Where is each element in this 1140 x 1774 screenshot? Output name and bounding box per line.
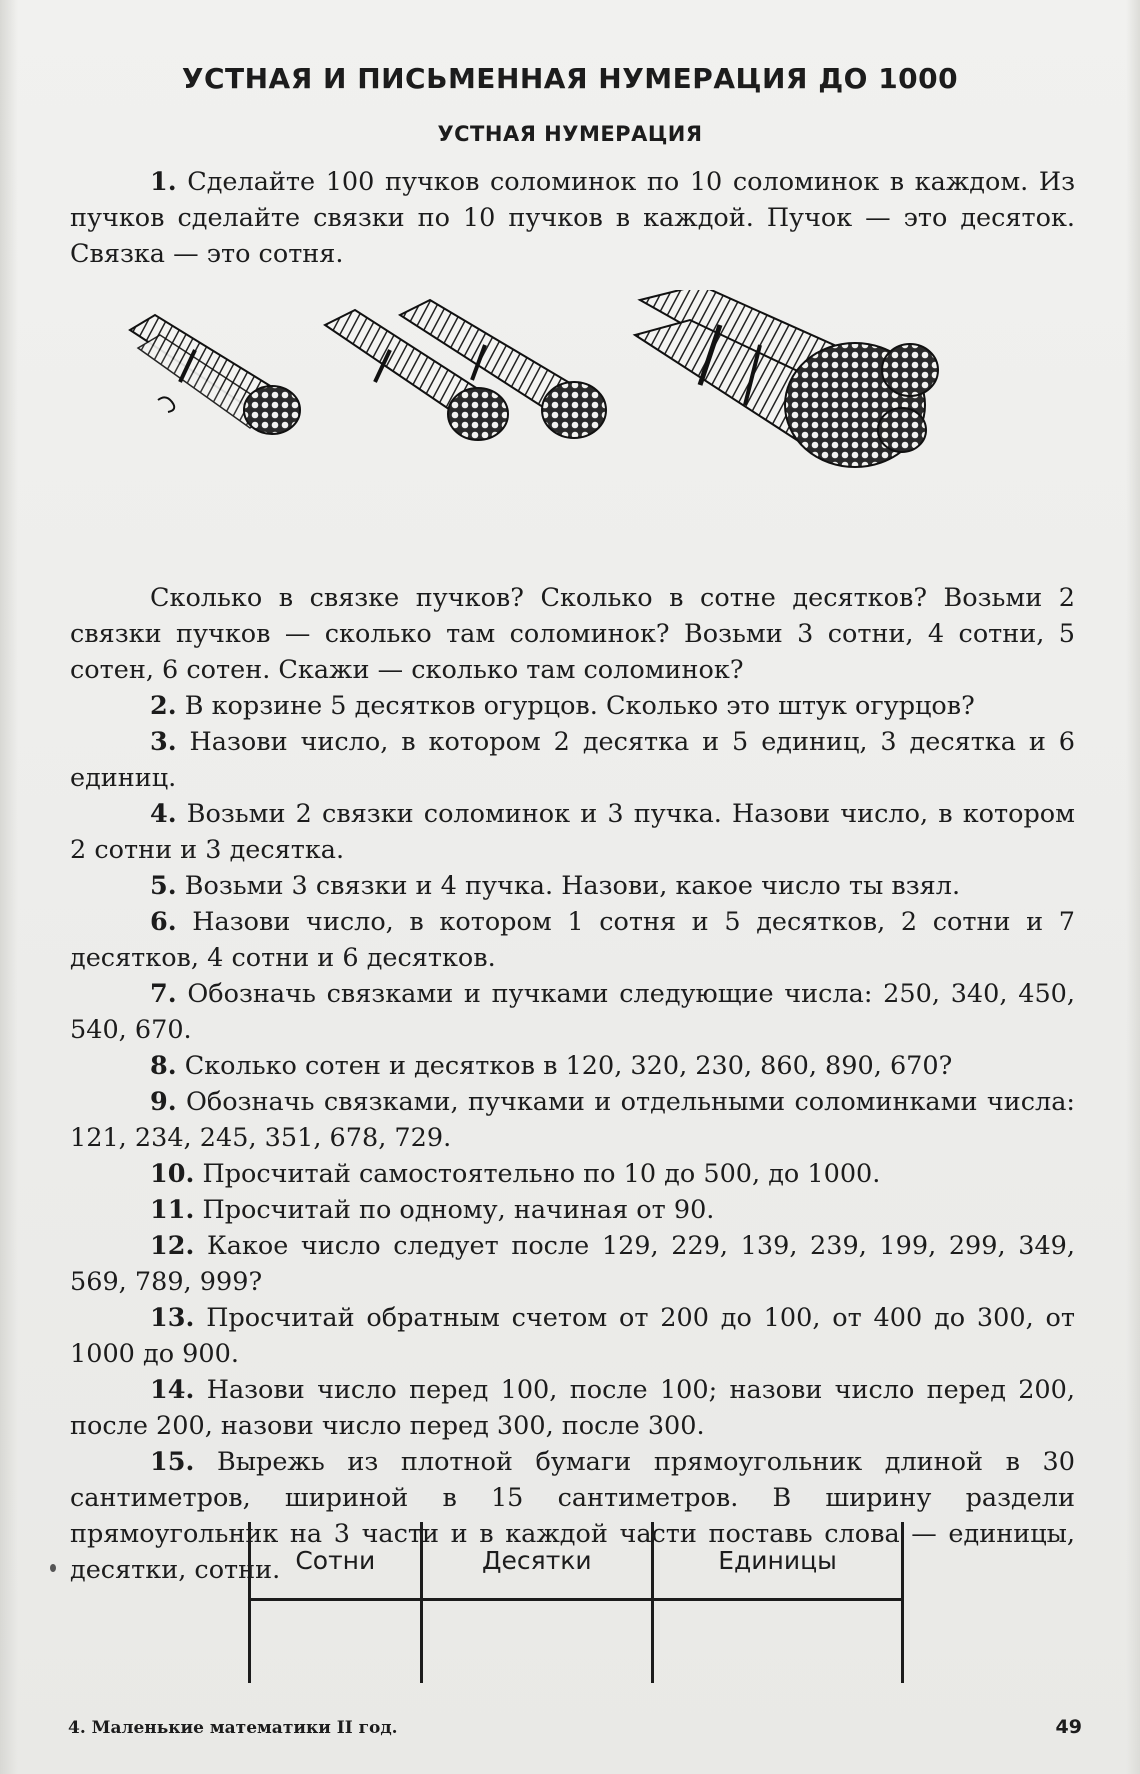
task-number: 9. [150,1087,177,1117]
task-5 [70,868,1075,904]
footer-book-title: 4. Маленькие математики II год. [68,1718,398,1738]
task-1-intro [70,164,1075,272]
page-number: 49 [1055,1716,1082,1738]
task-8 [70,1048,1075,1084]
task-text: Возьми 3 связки и 4 пучка. Назови, какое число ты взял. [184,871,961,901]
task-text: Просчитай по одному, начиная от 90. [202,1195,715,1225]
task-number: 14. [150,1375,195,1405]
task-text: Назови число, в котором 1 сотня и 5 десятков, 2 сотни и 7 десятков, 4 сотни и 6 десятков. [70,907,1075,973]
task-11 [70,1192,1075,1228]
task-text: Просчитай самостоятельно по 10 до 500, до 1000. [202,1159,881,1189]
task-12 [70,1228,1075,1300]
task-number: 10. [150,1159,195,1189]
task-2 [70,688,1075,724]
task-number: 8. [150,1051,177,1081]
table-header-row [250,1522,903,1600]
cell-hundreds [250,1600,422,1684]
task-text: Назови число перед 100, после 100; назови число перед 200, после 200, назови число перед 300, после 300. [70,1375,1075,1441]
page-edge-left [0,0,18,1774]
task-number: 3. [150,727,177,757]
two-bundles-image [325,300,606,440]
table-empty-row [250,1600,903,1684]
page-edge-right [1126,0,1140,1774]
task-14 [70,1372,1075,1444]
straw-bundles-illustration [100,290,1060,540]
task-text: Обозначь связками и пучками следующие числа: 250, 340, 450, 540, 670. [70,979,1075,1045]
task-number: 15. [150,1447,195,1477]
task-text: Какое число следует после 129, 229, 139, 239, 199, 299, 349, 569, 789, 999? [70,1231,1075,1297]
task-number: 12. [150,1231,195,1261]
task-text: Возьми 2 связки соломинок и 3 пучка. Назови число, в котором 2 сотни и 3 десятка. [70,799,1075,865]
cell-units [653,1600,903,1684]
task-text: Сколько сотен и десятков в 120, 320, 230, 860, 890, 670? [184,1051,953,1081]
place-value-table [248,1522,904,1682]
task-13 [70,1300,1075,1372]
task-text: Сделайте 100 пучков соломинок по 10 соломинок в каждом. Из пучков сделайте связки по 10 пучков в каждой. Пучок — это десяток. Связка — это сотня. [70,167,1075,269]
task-text: Просчитай обратным счетом от 200 до 100, от 400 до 300, от 1000 до 900. [70,1303,1075,1369]
task-4 [70,796,1075,868]
task-number: 4. [150,799,177,829]
task-number: 13. [150,1303,195,1333]
section-subtitle: УСТНАЯ НУМЕРАЦИЯ [437,122,703,146]
single-bundle-image [130,315,300,434]
tasks-list [70,580,1075,1588]
place-value-grid [248,1522,904,1683]
task-text: Назови число, в котором 2 десятка и 5 единиц, 3 десятка и 6 единиц. [70,727,1075,793]
task-number: 1. [150,167,177,197]
task-number: 5. [150,871,177,901]
task-3 [70,724,1075,796]
task-number: 7. [150,979,177,1009]
task-number: 2. [150,691,177,721]
print-speck [50,1564,56,1572]
task-10 [70,1156,1075,1192]
task-number: 11. [150,1195,195,1225]
large-bundle-image [635,290,938,467]
cell-tens [421,1600,653,1684]
task-number: 6. [150,907,177,937]
task-7 [70,976,1075,1048]
task-text: Обозначь связками, пучками и отдельными соломинками числа: 121, 234, 245, 351, 678, 729. [70,1087,1075,1153]
task-text: В корзине 5 десятков огурцов. Сколько это штук огурцов? [184,691,975,721]
header-tens: Десятки [421,1522,653,1600]
task-9 [70,1084,1075,1156]
task-text: Вырежь из плотной бумаги прямоугольник длиной в 30 сантиметров, шириной в 15 сантиметров. В ширину раздели прямоугольник на 3 части и в каждой части поставь слова — единицы, десятки, сотни. [70,1447,1076,1585]
page-title: УСТНАЯ И ПИСЬМЕННАЯ НУМЕРАЦИЯ ДО 1000 [181,62,959,95]
header-hundreds: Сотни [250,1522,422,1600]
paragraph-questions: Сколько в связке пучков? Сколько в сотне десятков? Возьми 2 связки пучков — сколько там соломинок? Возьми 3 сотни, 4 сотни, 5 сотен, 6 сотен. Скажи — сколько там соломинок? [70,583,1075,685]
task-6 [70,904,1075,976]
header-units: Единицы [653,1522,903,1600]
